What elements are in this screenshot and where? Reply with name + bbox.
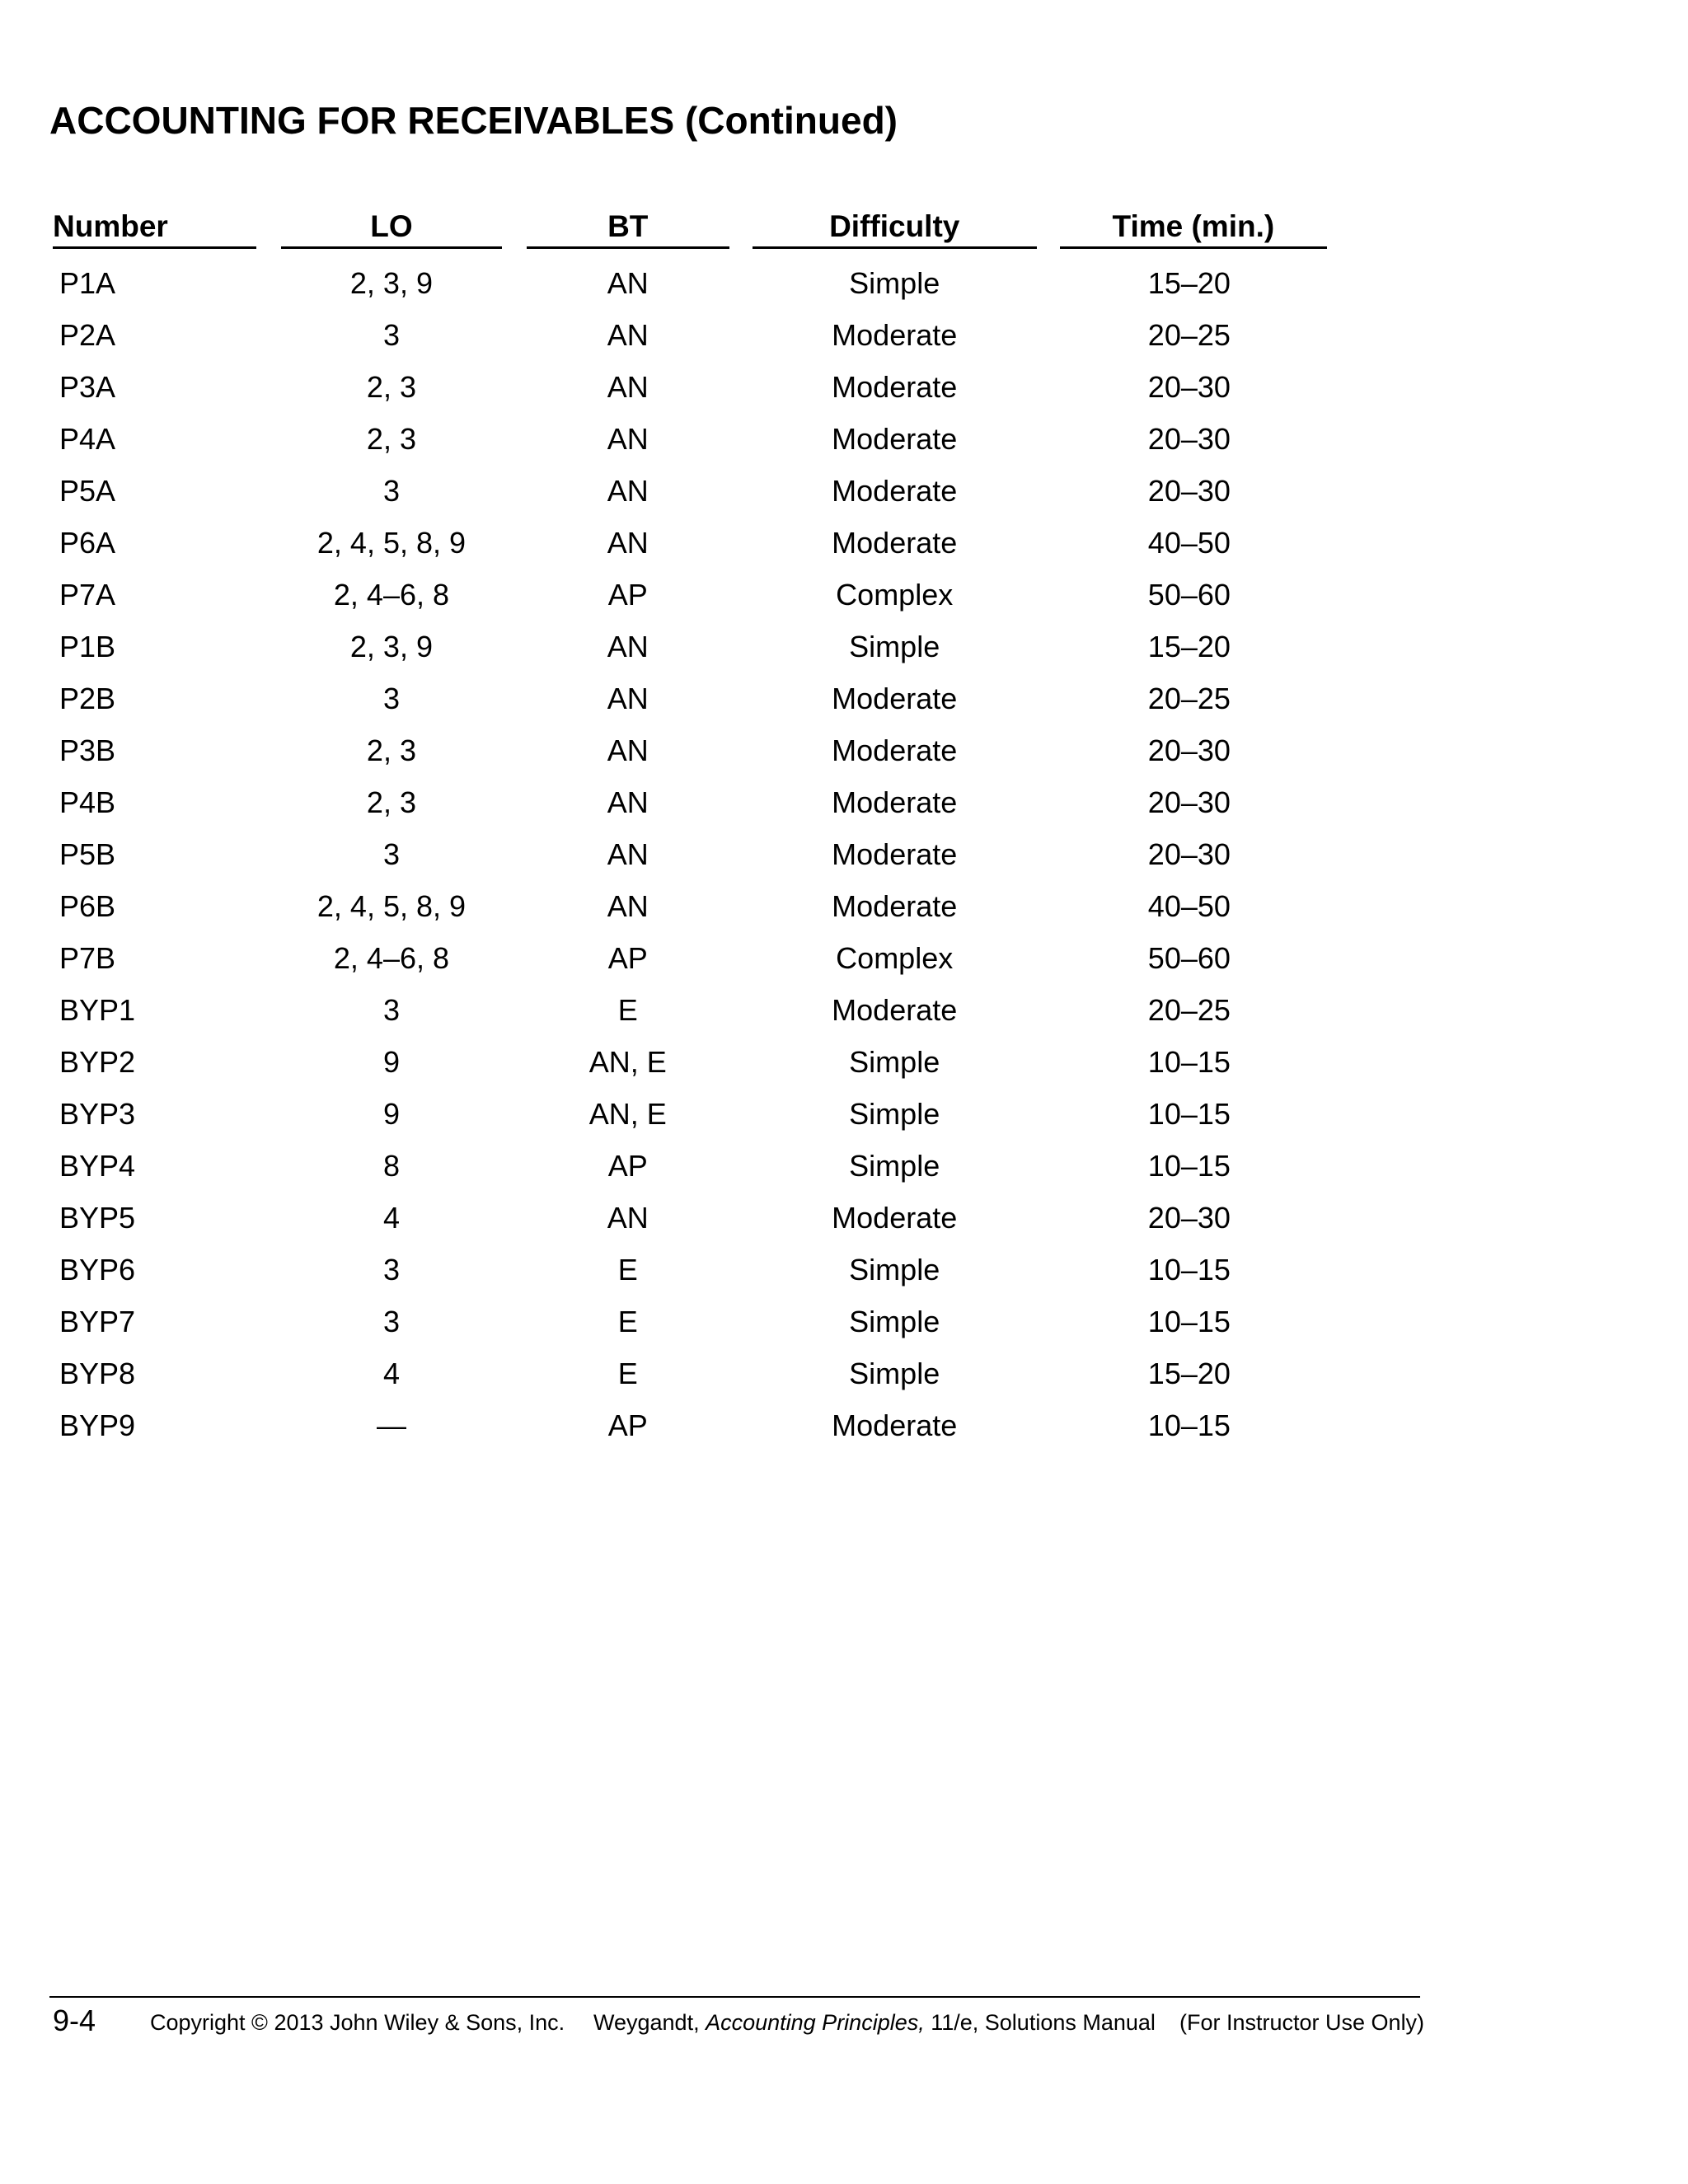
table-row: [49, 465, 1327, 517]
table-row: [49, 1140, 1327, 1192]
cell-number: BYP3: [59, 1097, 136, 1131]
cell-number: BYP2: [59, 1045, 136, 1079]
table-row: [49, 361, 1327, 413]
cell-difficulty: Simple: [849, 1253, 940, 1286]
table-row: [49, 413, 1327, 465]
cell-number: BYP1: [59, 993, 136, 1027]
cell-number: P3B: [59, 733, 116, 767]
table-row: [49, 828, 1327, 880]
cell-number: P7B: [59, 941, 116, 975]
cell-time: 20–30: [1147, 837, 1231, 871]
cell-difficulty: Moderate: [832, 993, 958, 1027]
cell-number: P4A: [59, 422, 116, 456]
column-header-difficulty-label: Difficulty: [753, 209, 1037, 249]
cell-difficulty: Moderate: [832, 682, 958, 715]
cell-bt: AN: [607, 266, 649, 300]
cell-number: BYP5: [59, 1201, 136, 1235]
table-row: [49, 932, 1327, 984]
page-title: ACCOUNTING FOR RECEIVABLES (Continued): [49, 99, 898, 142]
column-header-bt: [527, 203, 753, 249]
column-header-time: [1060, 203, 1327, 249]
cell-time: 20–25: [1147, 318, 1231, 352]
cell-difficulty: Simple: [849, 266, 940, 300]
column-header-bt-label: BT: [527, 209, 729, 249]
cell-difficulty: Moderate: [832, 785, 958, 819]
table-row: [49, 1244, 1327, 1296]
table-row: [49, 1399, 1327, 1451]
cell-time: 20–30: [1147, 1201, 1231, 1235]
cell-lo: 3: [382, 474, 400, 508]
table-row: [49, 1192, 1327, 1244]
book-reference: [593, 2008, 1156, 2037]
table-row: [49, 724, 1327, 776]
cell-bt: E: [617, 1357, 638, 1390]
cell-number: BYP7: [59, 1305, 136, 1338]
cell-time: 10–15: [1147, 1408, 1231, 1442]
cell-bt: AN: [607, 474, 649, 508]
book-title: Accounting Principles,: [706, 2010, 925, 2035]
cell-difficulty: Moderate: [832, 318, 958, 352]
cell-bt: AP: [607, 941, 648, 975]
cell-bt: AN: [607, 370, 649, 404]
cell-lo: 2, 4–6, 8: [333, 941, 450, 975]
cell-bt: AN: [607, 526, 649, 560]
cell-difficulty: Simple: [849, 1097, 940, 1131]
cell-lo: 2, 3: [366, 733, 416, 767]
table-row: [49, 1347, 1327, 1399]
cell-difficulty: Moderate: [832, 1201, 958, 1235]
cell-difficulty: Simple: [849, 1357, 940, 1390]
cell-bt: E: [617, 1253, 638, 1286]
cell-number: P2A: [59, 318, 116, 352]
cell-bt: AN: [607, 422, 649, 456]
cell-time: 20–25: [1147, 993, 1231, 1027]
cell-lo: 2, 4–6, 8: [333, 578, 450, 612]
cell-time: 10–15: [1147, 1149, 1231, 1183]
cell-difficulty: Complex: [836, 941, 954, 975]
cell-difficulty: Simple: [849, 1045, 940, 1079]
column-header-number-label: Number: [53, 209, 256, 249]
cell-lo: 3: [382, 993, 400, 1027]
cell-number: P7A: [59, 578, 116, 612]
cell-lo: 4: [382, 1201, 400, 1235]
problems-table: [49, 203, 1327, 1451]
cell-time: 20–25: [1147, 682, 1231, 715]
cell-number: P5A: [59, 474, 116, 508]
cell-bt: AP: [607, 578, 648, 612]
cell-time: 40–50: [1147, 526, 1231, 560]
table-row: [49, 673, 1327, 724]
cell-number: BYP4: [59, 1149, 136, 1183]
page-number: 9-4: [53, 2004, 96, 2037]
cell-lo: 3: [382, 1253, 400, 1286]
table-row: [49, 621, 1327, 673]
table-row: [49, 1088, 1327, 1140]
cell-number: P5B: [59, 837, 116, 871]
cell-bt: AN: [607, 733, 649, 767]
column-header-number: [49, 203, 281, 249]
cell-difficulty: Moderate: [832, 474, 958, 508]
cell-bt: AP: [607, 1408, 648, 1442]
cell-difficulty: Simple: [849, 1305, 940, 1338]
cell-bt: AN, E: [588, 1097, 667, 1131]
column-header-difficulty: [753, 203, 1060, 249]
usage-note: (For Instructor Use Only): [1179, 2010, 1425, 2035]
cell-time: 20–30: [1147, 785, 1231, 819]
table-row: [49, 880, 1327, 932]
column-header-lo-label: LO: [281, 209, 502, 249]
cell-lo: 2, 3: [366, 370, 416, 404]
table-row: [49, 569, 1327, 621]
cell-number: BYP6: [59, 1253, 136, 1286]
table-row: [49, 776, 1327, 828]
cell-bt: AN: [607, 318, 649, 352]
cell-number: BYP9: [59, 1408, 136, 1442]
table-header-row: [49, 203, 1327, 249]
cell-difficulty: Simple: [849, 630, 940, 663]
cell-bt: AN: [607, 785, 649, 819]
header-spacer-cell: [49, 249, 1327, 257]
cell-lo: 2, 4, 5, 8, 9: [316, 889, 467, 923]
cell-lo: 3: [382, 682, 400, 715]
cell-time: 15–20: [1147, 1357, 1231, 1390]
cell-bt: AN, E: [588, 1045, 667, 1079]
cell-time: 20–30: [1147, 733, 1231, 767]
column-header-lo: [281, 203, 527, 249]
cell-number: P1A: [59, 266, 116, 300]
cell-lo: 3: [382, 837, 400, 871]
cell-time: 15–20: [1147, 630, 1231, 663]
cell-lo: 3: [382, 318, 400, 352]
cell-time: 50–60: [1147, 578, 1231, 612]
cell-number: P6B: [59, 889, 116, 923]
cell-lo: 2, 3: [366, 422, 416, 456]
cell-time: 10–15: [1147, 1097, 1231, 1131]
cell-number: P3A: [59, 370, 116, 404]
table-row: [49, 1296, 1327, 1347]
cell-time: 10–15: [1147, 1045, 1231, 1079]
cell-bt: E: [617, 993, 638, 1027]
cell-lo: 9: [382, 1045, 400, 1079]
cell-number: P4B: [59, 785, 116, 819]
cell-time: 10–15: [1147, 1305, 1231, 1338]
cell-lo: 3: [382, 1305, 400, 1338]
cell-number: P6A: [59, 526, 116, 560]
page-footer: [53, 1999, 1425, 2039]
cell-bt: AN: [607, 630, 649, 663]
cell-difficulty: Simple: [849, 1149, 940, 1183]
cell-time: 40–50: [1147, 889, 1231, 923]
cell-time: 20–30: [1147, 474, 1231, 508]
cell-time: 20–30: [1147, 422, 1231, 456]
cell-bt: AN: [607, 837, 649, 871]
cell-bt: E: [617, 1305, 638, 1338]
table-row: [49, 1036, 1327, 1088]
cell-lo: 2, 3: [366, 785, 416, 819]
cell-lo: —: [376, 1408, 406, 1442]
cell-lo: 2, 3, 9: [349, 266, 433, 300]
cell-lo: 8: [382, 1149, 400, 1183]
column-header-time-label: Time (min.): [1060, 209, 1327, 249]
problems-table-container: [49, 203, 1327, 1451]
cell-bt: AN: [607, 889, 649, 923]
table-row: [49, 257, 1327, 309]
cell-difficulty: Moderate: [832, 526, 958, 560]
cell-difficulty: Moderate: [832, 837, 958, 871]
footer-rule: [49, 1996, 1420, 1998]
cell-lo: 9: [382, 1097, 400, 1131]
table-row: [49, 309, 1327, 361]
cell-bt: AN: [607, 1201, 649, 1235]
cell-time: 20–30: [1147, 370, 1231, 404]
cell-time: 15–20: [1147, 266, 1231, 300]
book-author: Weygandt,: [593, 2010, 706, 2035]
cell-bt: AN: [607, 682, 649, 715]
cell-lo: 2, 4, 5, 8, 9: [316, 526, 467, 560]
cell-time: 10–15: [1147, 1253, 1231, 1286]
cell-lo: 4: [382, 1357, 400, 1390]
cell-number: BYP8: [59, 1357, 136, 1390]
cell-lo: 2, 3, 9: [349, 630, 433, 663]
cell-difficulty: Moderate: [832, 1408, 958, 1442]
cell-number: P2B: [59, 682, 116, 715]
copyright-notice: Copyright © 2013 John Wiley & Sons, Inc.: [150, 2010, 565, 2035]
header-spacer: [49, 249, 1327, 257]
cell-difficulty: Moderate: [832, 422, 958, 456]
cell-difficulty: Moderate: [832, 370, 958, 404]
book-edition: 11/e, Solutions Manual: [924, 2010, 1156, 2035]
cell-time: 50–60: [1147, 941, 1231, 975]
cell-bt: AP: [607, 1149, 648, 1183]
cell-number: P1B: [59, 630, 116, 663]
table-body: [49, 257, 1327, 1451]
cell-difficulty: Moderate: [832, 889, 958, 923]
table-row: [49, 517, 1327, 569]
cell-difficulty: Complex: [836, 578, 954, 612]
table-row: [49, 984, 1327, 1036]
cell-difficulty: Moderate: [832, 733, 958, 767]
